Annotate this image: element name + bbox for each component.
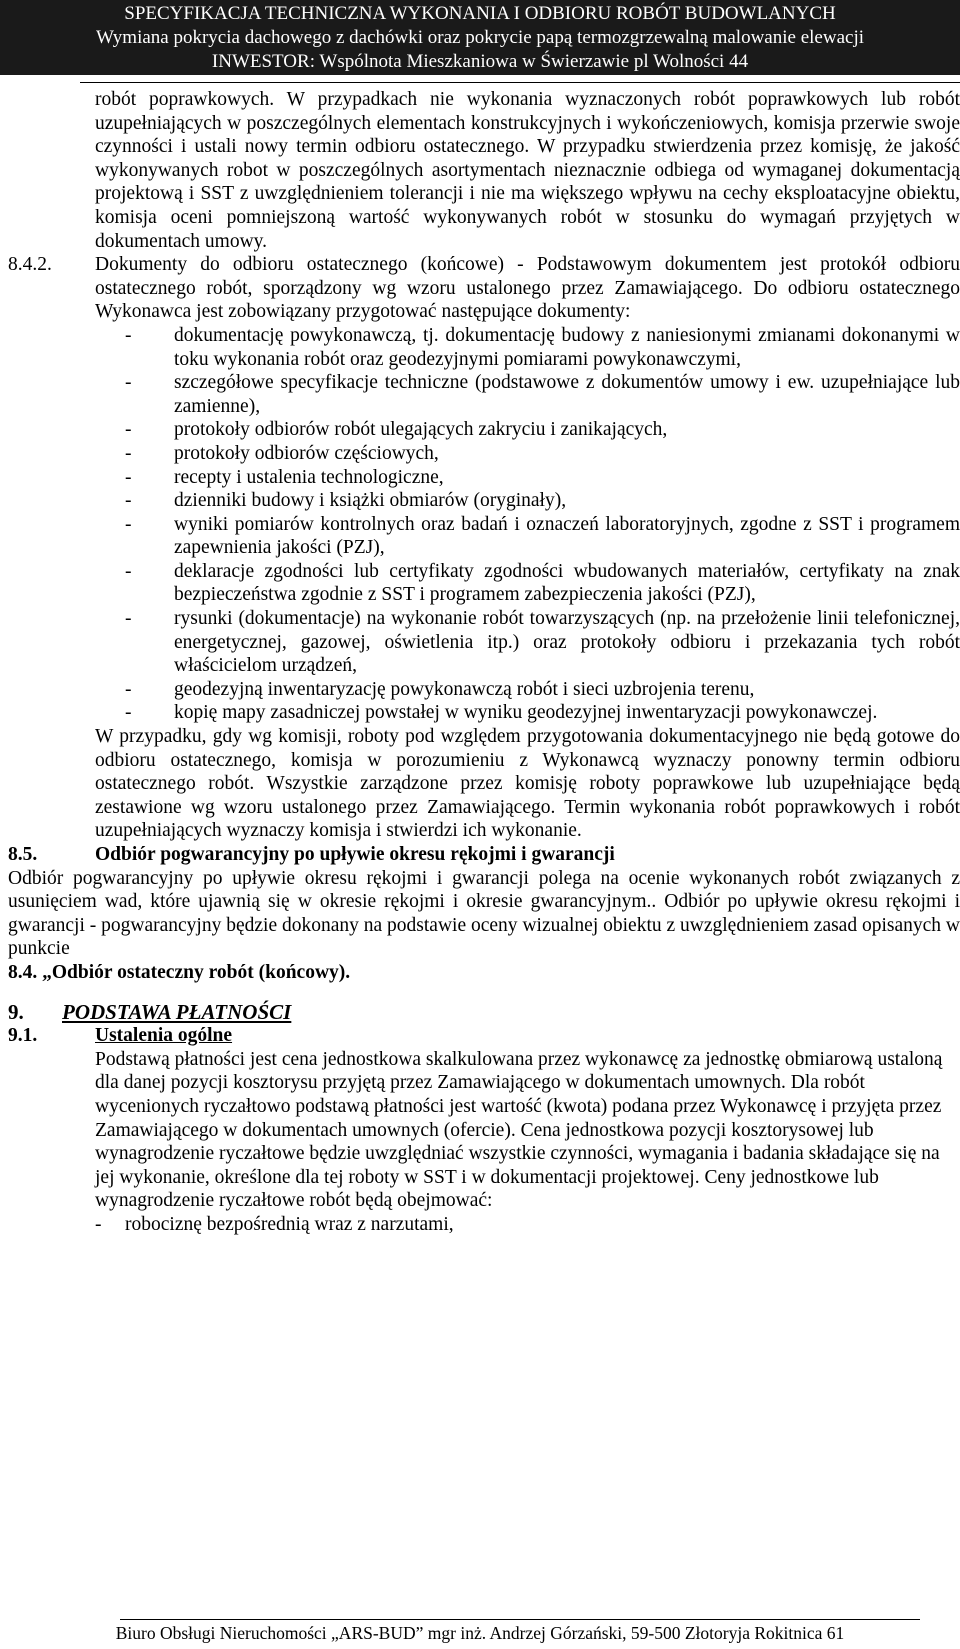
header-title: SPECYFIKACJA TECHNICZNA WYKONANIA I ODBIORU ROBÓT BUDOWLANYCH xyxy=(124,3,836,24)
list-item: - szczegółowe specyfikacje techniczne (podstawowe z dokumentów umowy i ew. uzupełniające lub zamienne), xyxy=(125,372,960,417)
list-item: - protokoły odbiorów robót ulegających zakryciu i zanikających, xyxy=(125,419,668,441)
section-9-1-heading xyxy=(0,1024,960,1048)
page-footer: Biuro Obsługi Nieruchomości „ARS-BUD” mgr inż. Andrzej Górzański, 59-500 Złotoryja Rokitnica 61 xyxy=(115,1623,845,1643)
list-item: - geodezyjną inwentaryzację powykonawczą robót i sieci uzbrojenia terenu, xyxy=(125,678,755,700)
list-item: - kopię mapy zasadniczej powstałej w wyniku geodezyjnej inwentaryzacji powykonawczej. xyxy=(125,702,878,724)
section-title: Ustalenia ogólne xyxy=(95,1025,233,1047)
documents-list xyxy=(125,324,960,725)
list-item: - rysunki (dokumentacje) na wykonanie robót towarzyszących (np. na przełożenie linii telefonicznej, energetycznej, gazowej, oświetlenia itp.) oraz protokoły odbioru i przekazania tych robót właścicielom urządzeń, xyxy=(125,608,960,677)
section-title: PODSTAWA PŁATNOŚCI xyxy=(62,999,292,1024)
list-item: - protokoły odbiorów częściowych, xyxy=(125,442,439,464)
section-number: 8.4.2. xyxy=(8,254,52,276)
section-number: 9.1. xyxy=(8,1025,38,1047)
section-9-1-text: Podstawą płatności jest cena jednostkowa skalkulowana przez wykonawcę za jednostkę obmiarową ustaloną dla danej pozycji kosztorysu przyjętą przez Zamawiającego w dokumentach umownych. Dla robót wycenionych ryczałtowo podstawą płatności jest wartość (kwota) podana przez Wykonawcę i przyjęta przez Zamawiającego w dokumentach umownych (ofercie). Cena jednostkowa pozycji kosztorysowej lub wynagrodzenie ryczałtowe będzie uwzględniać wszystkie czynności, wymagania i badania składające się na jej wykonanie, określone dla tej roboty w SST i w dokumentacji projektowej. Ceny jednostkowe lub wynagrodzenie ryczałtowe robót będą obejmować: xyxy=(95,1048,943,1212)
document-body xyxy=(0,88,960,1237)
section-8-5-text: Odbiór pogwarancyjny po upływie okresu rękojmi i gwarancji polega na ocenie wykonanych robót związanych z usunięciem wad, które ujawnią się w okresie rękojmi i okresie gwarancyjnym.. Odbiór po upływie okresu rękojmi i gwarancji - pogwarancyjny będzie dokonany na podstawie oceny wizualnej obiektu z uwzględnieniem zasad opisanych w punkcie xyxy=(8,867,960,960)
list-item: - wyniki pomiarów kontrolnych oraz badań i oznaczeń laboratoryjnych, zgodne z SST i programem zapewnienia jakości (PZJ), xyxy=(125,513,960,559)
section-text: Dokumenty do odbioru ostatecznego (końcowe) - Podstawowym dokumentem jest protokół odbioru ostatecznego robót, sporządzony wg wzoru ustalonego przez Zamawiającego. Do odbioru ostatecznego Wykonawca jest zobowiązany przygotować następujące dokumenty: xyxy=(95,254,960,323)
list-item: - recepty i ustalenia technologiczne, xyxy=(125,466,444,488)
section-8-4-2 xyxy=(0,253,960,324)
paragraph-commission: W przypadku, gdy wg komisji, roboty pod względem przygotowania dokumentacyjnego nie będą gotowe do odbioru ostatecznego, komisja w porozumieniu z Wykonawcą wyznaczy ponowny termin odbioru ostatecznego robót. Wszystkie zarządzone przez komisję roboty poprawkowe lub uzupełniające będą zestawione wg wzoru ustalonego przez Zamawiającego. Termin wykonania robót poprawkowych i robót uzupełniających wyznaczy komisja i stwierdzi ich wykonanie. xyxy=(95,726,960,842)
list-item: - dzienniki budowy i książki obmiarów (oryginały), xyxy=(125,490,567,512)
header-investor: INWESTOR: Wspólnota Mieszkaniowa w Świerzawie pl Wolności 44 xyxy=(211,51,749,72)
list-item: - deklaracje zgodności lub certyfikaty zgodności wbudowanych materiałów, certyfikaty na znak bezpieczeństwa zgodnie z SST i programem zabezpieczenia jakości (PZJ), xyxy=(125,560,960,606)
section-8-5-reference: 8.4. „Odbiór ostateczny robót (końcowy). xyxy=(8,961,351,983)
list-item: - dokumentację powykonawczą, tj. dokumentację budowy z naniesionymi zmianami dokonanymi w toku wykonania robót oraz geodezyjnymi pomiarami powykonawczymi, xyxy=(125,324,960,370)
list-item: - robociznę bezpośrednią wraz z narzutami, xyxy=(95,1213,454,1235)
section-number: 9. xyxy=(8,999,24,1024)
section-8-5-heading xyxy=(0,843,960,867)
section-9-heading xyxy=(0,1001,960,1025)
footer-divider xyxy=(120,1619,920,1620)
page-header xyxy=(0,0,960,75)
section-number: 8.5. xyxy=(8,844,38,865)
header-subtitle: Wymiana pokrycia dachowego z dachówki oraz pokrycie papą termozgrzewalną malowanie elewacji xyxy=(96,27,864,48)
paragraph-repair-works: robót poprawkowych. W przypadkach nie wykonania wyznaczonych robót poprawkowych lub robót uzupełniających w poszczególnych elementach konstrukcyjnych i wykończeniowych, komisja przerwie swoje czynności i ustali nowy termin odbioru ostatecznego. W przypadku stwierdzenia przez komisję, że jakość wykonywanych robot w poszczególnych asortymentach nieznacznie odbiega od wymaganej dokumentacją projektową i SST z uwzględnieniem tolerancji i nie ma większego wpływu na cechy eksploatacyjne obiektu, komisja oceni pomniejszoną wartość wykonywanych robót w stosunku do wymagań przyjętych w dokumentach umowy. xyxy=(95,89,960,252)
section-title: Odbiór pogwarancyjny po upływie okresu rękojmi i gwarancji xyxy=(95,844,615,865)
header-divider xyxy=(80,82,960,83)
